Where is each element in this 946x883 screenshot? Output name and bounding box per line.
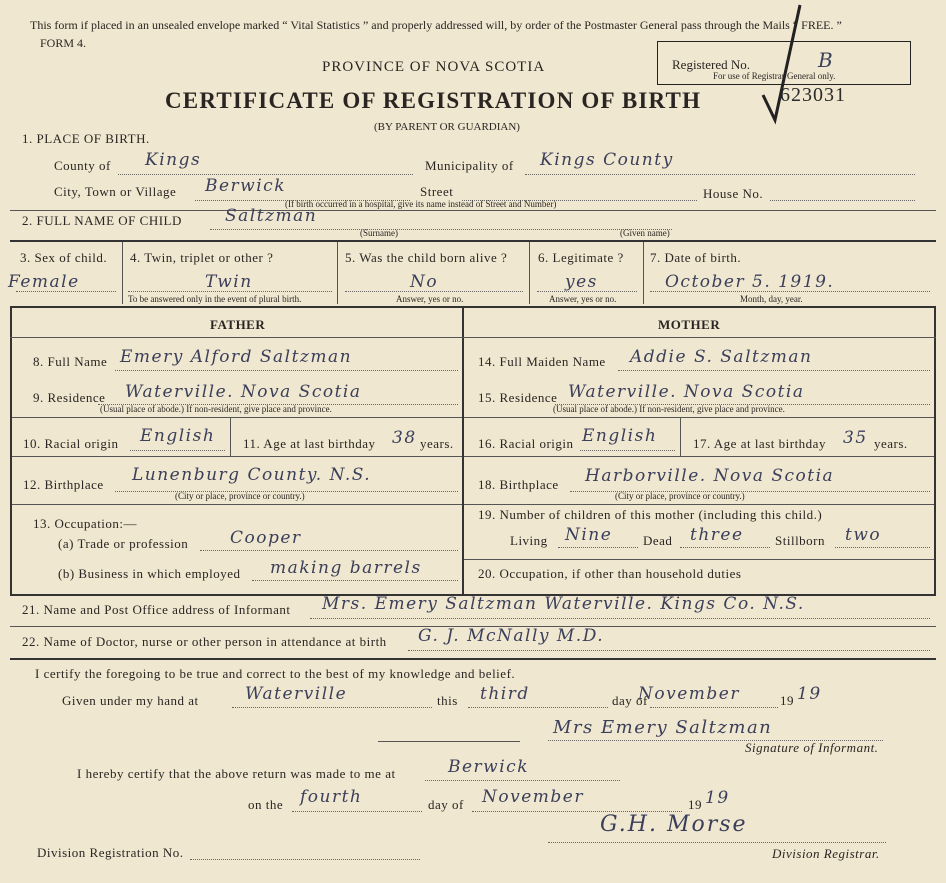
division-registrar-caption: Division Registrar.	[772, 846, 880, 861]
mother-racial-label: 16. Racial origin	[478, 436, 574, 451]
child-name-label: 2. FULL NAME OF CHILD	[22, 213, 182, 228]
father-birthplace-label: 12. Birthplace	[23, 477, 104, 492]
father-years: years.	[420, 436, 454, 451]
informant-signature: Mrs Emery Saltzman	[553, 717, 773, 738]
mother-heading: MOTHER	[658, 317, 721, 332]
twin-label: 4. Twin, triplet or other ?	[130, 250, 274, 265]
alive-value: No	[410, 272, 439, 292]
informant-signature-caption: Signature of Informant.	[745, 740, 879, 755]
given-place-value: Waterville	[245, 684, 348, 704]
living-value: Nine	[565, 525, 613, 545]
surname-caption: (Surname)	[360, 228, 398, 238]
stillborn-value: two	[845, 525, 882, 545]
dob-value: October 5. 1919.	[665, 272, 835, 292]
father-age-value: 38	[392, 428, 417, 448]
mother-name-label: 14. Full Maiden Name	[478, 354, 606, 369]
hospital-note: (If birth occurred in a hospital, give its name instead of Street and Number)	[285, 199, 557, 209]
county-label: County of	[54, 158, 111, 173]
certification-statement: I certify the foregoing to be true and correct to the best of my knowledge and belief.	[35, 666, 516, 681]
mother-age-value: 35	[843, 428, 868, 448]
sex-label: 3. Sex of child.	[20, 250, 108, 265]
given-name-caption: (Given name)	[620, 228, 670, 238]
dob-note: Month, day, year.	[740, 294, 803, 304]
twin-value: Twin	[205, 272, 253, 292]
dead-label: Dead	[643, 533, 673, 548]
month-value: November	[638, 684, 740, 704]
doctor-label: 22. Name of Doctor, nurse or other person in attendance at birth	[22, 634, 387, 649]
father-business-label: (b) Business in which employed	[58, 566, 241, 581]
father-birthplace-value: Lunenburg County. N.S.	[132, 465, 372, 485]
stamp-number: 623031	[780, 84, 846, 106]
certificate-title: CERTIFICATE OF REGISTRATION OF BIRTH	[165, 88, 702, 113]
registrar-month-value: November	[482, 787, 584, 807]
mother-name-value: Addie S. Saltzman	[630, 347, 813, 367]
mother-occupation-label: 20. Occupation, if other than household duties	[478, 566, 742, 581]
province-heading: PROVINCE OF NOVA SCOTIA	[322, 59, 546, 75]
child-name-value: Saltzman	[225, 206, 318, 226]
house-label: House No.	[703, 186, 764, 201]
mother-birthplace-label: 18. Birthplace	[478, 477, 559, 492]
father-business-value: making barrels	[270, 558, 422, 578]
mother-residence-note: (Usual place of abode.) If non-resident, give place and province.	[553, 404, 785, 414]
dob-label: 7. Date of birth.	[650, 250, 742, 265]
legitimate-note: Answer, yes or no.	[549, 294, 617, 304]
day-value: third	[480, 684, 530, 704]
division-registration-label: Division Registration No.	[37, 845, 184, 860]
father-birthplace-note: (City or place, province or country.)	[175, 491, 305, 501]
year-prefix: 19	[780, 693, 794, 708]
stillborn-label: Stillborn	[775, 533, 826, 548]
city-label: City, Town or Village	[54, 184, 177, 199]
father-name-value: Emery Alford Saltzman	[120, 347, 353, 367]
dead-value: three	[690, 525, 744, 545]
on-the-label: on the	[248, 797, 284, 812]
this-label: this	[437, 693, 458, 708]
mother-birthplace-note: (City or place, province or country.)	[615, 491, 745, 501]
mother-children-label: 19. Number of children of this mother (including this child.)	[478, 507, 823, 522]
twin-note: To be answered only in the event of plural birth.	[128, 294, 302, 304]
postal-notice: This form if placed in an unsealed envelope marked “ Vital Statistics ” and properly addressed will, by order of the Postmaster General pass through the Mails “ FREE. ”	[30, 18, 842, 32]
year-suffix: 19	[797, 684, 822, 704]
father-racial-label: 10. Racial origin	[23, 436, 119, 451]
mother-age-label: 17. Age at last birthday	[693, 436, 826, 451]
day-of-label: day of	[612, 693, 648, 708]
registered-label: Registered No.	[672, 57, 750, 72]
mother-residence-value: Waterville. Nova Scotia	[568, 382, 805, 402]
county-value: Kings	[145, 150, 202, 170]
legitimate-label: 6. Legitimate ?	[538, 250, 624, 265]
registrar-year-suffix: 19	[705, 788, 730, 808]
father-trade-label: (a) Trade or profession	[58, 536, 189, 551]
mother-birthplace-value: Harborville. Nova Scotia	[585, 466, 835, 486]
registered-value: B	[818, 48, 835, 72]
registrar-year-prefix: 19	[688, 797, 702, 812]
registrar-use-note: For use of Registrar General only.	[713, 71, 836, 81]
father-residence-label: 9. Residence	[33, 390, 106, 405]
mother-years: years.	[874, 436, 908, 451]
certificate-subtitle: (BY PARENT OR GUARDIAN)	[374, 121, 520, 133]
city-value: Berwick	[205, 176, 286, 196]
father-age-label: 11. Age at last birthday	[243, 436, 376, 451]
form-number: FORM 4.	[40, 36, 87, 50]
registrar-day-value: fourth	[300, 787, 363, 807]
registrar-statement: I hereby certify that the above return was made to me at	[77, 766, 396, 781]
place-of-birth-heading: 1. PLACE OF BIRTH.	[22, 131, 150, 146]
father-trade-value: Cooper	[230, 528, 302, 548]
informant-value: Mrs. Emery Saltzman Waterville. Kings Co. N.S.	[322, 594, 805, 614]
living-label: Living	[510, 533, 548, 548]
father-heading: FATHER	[210, 317, 266, 332]
registrar-signature: G.H. Morse	[600, 812, 748, 837]
alive-note: Answer, yes or no.	[396, 294, 464, 304]
given-label: Given under my hand at	[62, 693, 199, 708]
alive-label: 5. Was the child born alive ?	[345, 250, 508, 265]
registrar-place-value: Berwick	[448, 757, 529, 777]
mother-racial-value: English	[582, 426, 658, 446]
check-mark	[755, 0, 815, 125]
father-occupation-label: 13. Occupation:—	[33, 516, 138, 531]
informant-label: 21. Name and Post Office address of Informant	[22, 602, 291, 617]
father-residence-note: (Usual place of abode.) If non-resident, give place and province.	[100, 404, 332, 414]
street-label: Street	[420, 184, 454, 199]
doctor-value: G. J. McNally M.D.	[418, 626, 605, 646]
father-racial-value: English	[140, 426, 216, 446]
father-name-label: 8. Full Name	[33, 354, 108, 369]
registrar-day-of-label: day of	[428, 797, 464, 812]
mother-residence-label: 15. Residence	[478, 390, 558, 405]
municipality-value: Kings County	[540, 150, 674, 170]
father-residence-value: Waterville. Nova Scotia	[125, 382, 362, 402]
sex-value: Female	[8, 272, 80, 292]
legitimate-value: yes	[565, 272, 598, 292]
municipality-label: Municipality of	[425, 158, 514, 173]
